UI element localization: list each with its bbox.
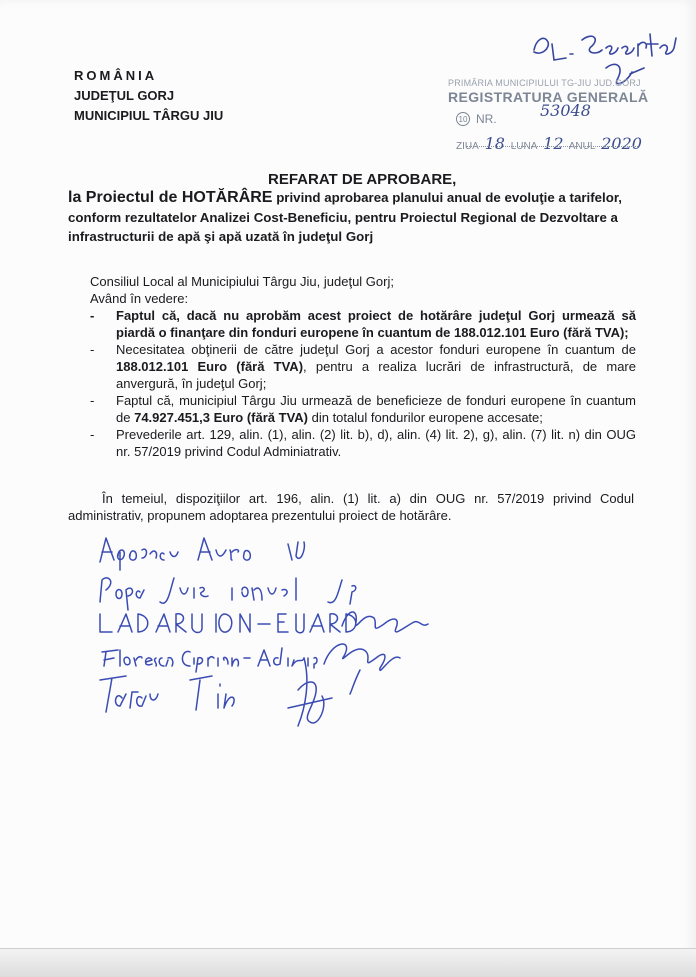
closing-text: În temeiul, dispoziţiilor art. 196, alin. (1) lit. a) din OUG nr. 57/2019 privind Codul administrativ, propunem adoptarea prezentului proiect de hotărâre.: [68, 491, 634, 523]
stamp-luna-label: LUNA: [510, 141, 538, 152]
document-title: REFARAT DE APROBARE,: [268, 171, 457, 188]
stamp-nr-label: NR.: [476, 112, 497, 126]
handwritten-signatures: [92, 530, 612, 770]
document-body: [90, 273, 636, 460]
closing-paragraph: [68, 490, 634, 524]
document-subject: [68, 188, 628, 247]
stamp-registry: REGISTRATURA GENERALĂ: [448, 89, 649, 105]
signature-3: [100, 612, 428, 633]
stamp-circle-number: 10: [456, 112, 470, 126]
item2-tail: , pentru a realiza lucrări de infrastructură, de mare anvergură, în judeţul Gorj;: [116, 359, 636, 391]
item3-text: Faptul că, municipiul Târgu Jiu urmează de beneficieze de fonduri europene în cuantum de: [116, 393, 636, 425]
considering-line: Având în vedere:: [90, 291, 189, 306]
signature-1: [100, 538, 304, 570]
stamp-ziua-value: 18: [484, 134, 505, 153]
country-name: ROMÂNIA: [74, 68, 158, 83]
registry-stamp: [448, 78, 649, 153]
county-name: JUDEŢUL GORJ: [74, 88, 175, 103]
stamp-anul-label: ANUL: [568, 141, 596, 152]
stamp-anul-value: 2020: [601, 134, 642, 153]
stamp-date-row: [456, 134, 645, 153]
list-item: [90, 392, 636, 426]
stamp-divider: [466, 146, 638, 147]
page-bottom-edge: [0, 948, 696, 977]
signature-4: [102, 644, 400, 694]
stamp-number-row: [456, 112, 497, 126]
item2-text: Necesitatea obţinerii de către judeţul Gorj a acestor fonduri europene în cuantum de: [116, 342, 636, 357]
subject-prefix: la Proiectul de HOTĂRÂRE: [68, 189, 273, 206]
stamp-ziua-label: ZIUA: [456, 141, 479, 152]
item3-amount: 74.927.451,3 Euro (fără TVA): [134, 410, 308, 425]
item3-tail: din totalul fondurilor europene accesate;: [308, 410, 543, 425]
signature-5: [100, 658, 332, 726]
council-line: Consiliul Local al Municipiului Târgu Jiu, judeţul Gorj;: [90, 274, 394, 289]
stamp-luna-value: 12: [543, 134, 564, 153]
subject-text: privind aprobarea planului anual de evoluţie a tarifelor, conform rezultatelor Analizei Cost-Beneficiu, pentru Proiectul Regional de Dezvoltare a infrastructurii de apă şi apă uzată în judeţul Gorj: [68, 190, 622, 244]
stamp-institution: PRIMĂRIA MUNICIPIULUI TG-JIU JUD.GORJ: [448, 78, 641, 88]
signature-2: [100, 578, 356, 610]
list-item: [90, 341, 636, 392]
stamp-nr-value: 53048: [540, 101, 591, 120]
list-item: - Faptul că, dacă nu aprobăm acest proiect de hotărâre judeţul Gorj urmează să piardă o finanţare din fonduri europene în cuantum de 188.012.101 Euro (fără TVA);: [90, 307, 636, 341]
document-header: [74, 66, 223, 126]
considerations-list: [90, 307, 636, 460]
municipality-name: MUNICIPIUL TÂRGU JIU: [74, 108, 224, 123]
item2-amount: 188.012.101 Euro (fără TVA): [116, 359, 304, 374]
list-item: - Prevederile art. 129, alin. (1), alin. (2) lit. b), d), alin. (4) lit. 2), g), alin. (7) lit. n) din OUG nr. 57/2019 privind Codul Adminiatrativ.: [90, 426, 636, 460]
